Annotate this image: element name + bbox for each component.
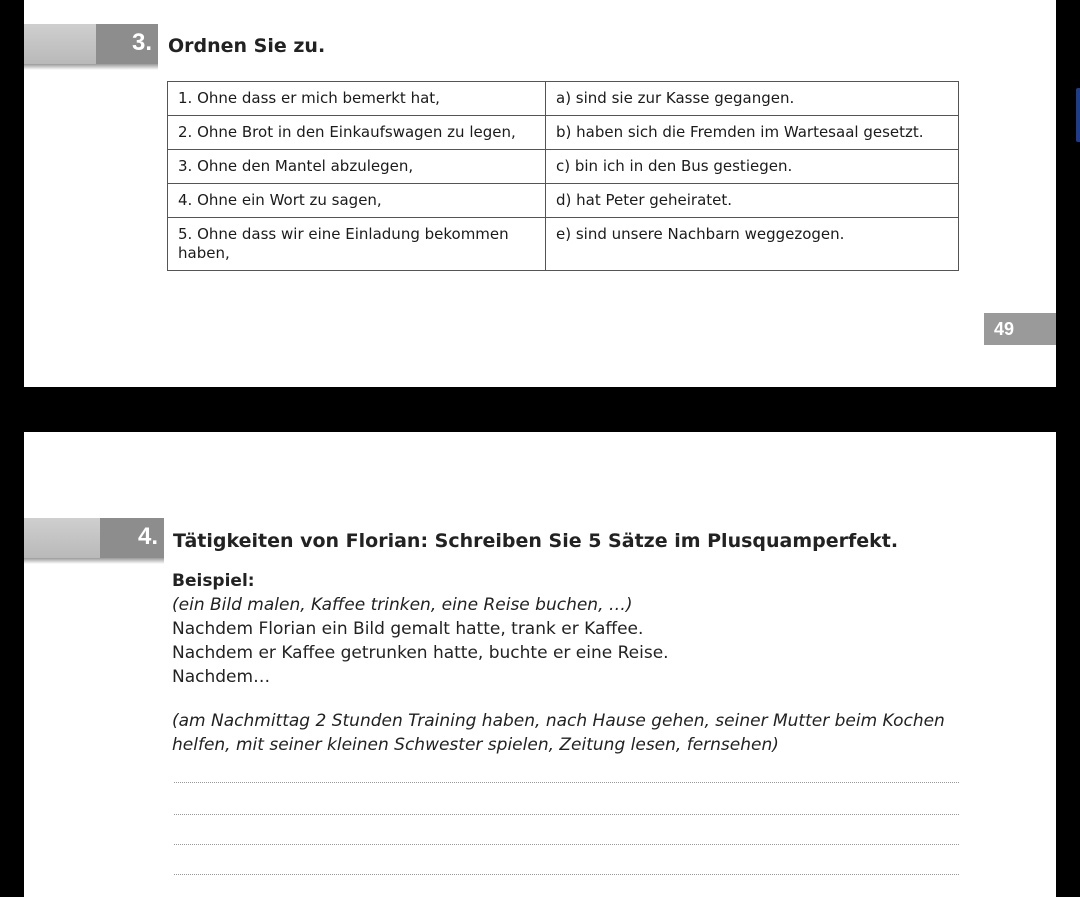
table-cell-left: 1. Ohne dass er mich bemerkt hat,	[168, 82, 546, 116]
example-line: Nachdem Florian ein Bild gemalt hatte, trank er Kaffee.	[172, 619, 644, 639]
worksheet-page-bottom	[24, 432, 1056, 897]
page-number: 49	[984, 313, 1056, 345]
example-block	[172, 569, 669, 689]
exercise-title: Ordnen Sie zu.	[168, 35, 326, 57]
task-prompt	[172, 709, 945, 757]
exercise-title: Tätigkeiten von Florian: Schreiben Sie 5 Sätze im Plusquamperfekt.	[173, 530, 899, 552]
table-row	[168, 218, 959, 271]
example-line: Nachdem…	[172, 667, 271, 687]
window-edge-marker	[1076, 88, 1080, 142]
exercise-number-tab	[24, 24, 158, 64]
exercise-number: 3.	[131, 29, 152, 56]
exercise-number: 4.	[137, 523, 158, 550]
exercise-number-tab	[24, 518, 164, 558]
table-cell-right: a) sind sie zur Kasse gegangen.	[546, 82, 959, 116]
table-row	[168, 82, 959, 116]
table-cell-left: 4. Ohne ein Wort zu sagen,	[168, 184, 546, 218]
answer-line[interactable]	[174, 874, 959, 875]
answer-line[interactable]	[174, 782, 959, 783]
table-row	[168, 150, 959, 184]
task-prompt-line: helfen, mit seiner kleinen Schwester spielen, Zeitung lesen, fernsehen)	[172, 735, 779, 755]
example-prompt: (ein Bild malen, Kaffee trinken, eine Reise buchen, …)	[172, 595, 633, 615]
table-cell-right: b) haben sich die Fremden im Wartesaal gesetzt.	[546, 116, 959, 150]
table-cell-right: c) bin ich in den Bus gestiegen.	[546, 150, 959, 184]
worksheet-page-top	[24, 0, 1056, 387]
table-cell-right: d) hat Peter geheiratet.	[546, 184, 959, 218]
table-row	[168, 184, 959, 218]
answer-line[interactable]	[174, 844, 959, 845]
answer-line[interactable]	[174, 814, 959, 815]
example-label: Beispiel:	[172, 571, 255, 591]
table-cell-left: 3. Ohne den Mantel abzulegen,	[168, 150, 546, 184]
table-cell-left: 5. Ohne dass wir eine Einladung bekommen haben,	[168, 218, 546, 271]
table-row	[168, 116, 959, 150]
table-cell-right: e) sind unsere Nachbarn weggezogen.	[546, 218, 959, 271]
table-cell-left: 2. Ohne Brot in den Einkaufswagen zu legen,	[168, 116, 546, 150]
task-prompt-line: (am Nachmittag 2 Stunden Training haben, nach Hause gehen, seiner Mutter beim Kochen	[172, 711, 945, 731]
matching-table	[167, 81, 959, 271]
example-line: Nachdem er Kaffee getrunken hatte, buchte er eine Reise.	[172, 643, 669, 663]
